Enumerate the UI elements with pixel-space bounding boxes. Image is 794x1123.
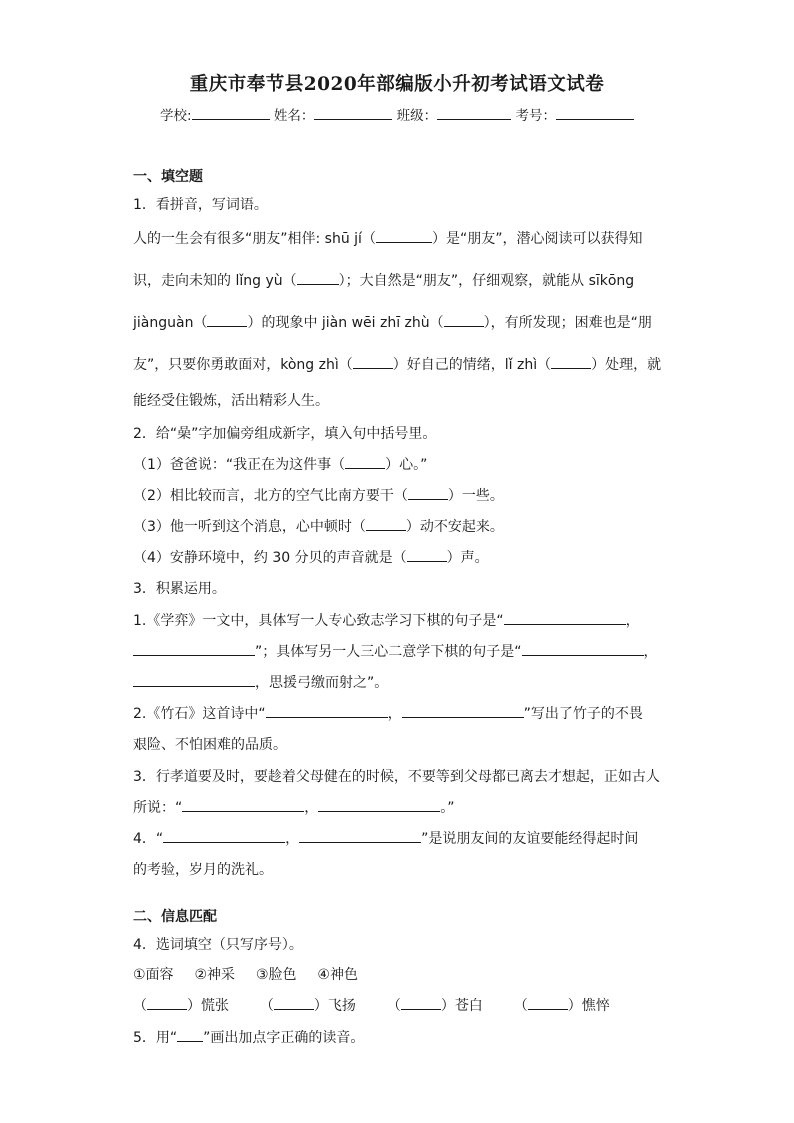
name-label: 姓名： (273, 108, 315, 124)
answer-blank[interactable] (163, 828, 285, 843)
answer-blank[interactable] (444, 312, 484, 327)
student-info-line (0, 104, 794, 124)
section-heading-matching: 二、信息匹配 (133, 909, 217, 925)
q5-prompt: 5．用“ ”画出加点字正确的读音。 (133, 1027, 364, 1047)
option-item: ③脸色 (255, 967, 297, 983)
answer-blank[interactable] (147, 995, 187, 1010)
answer-blank[interactable] (366, 516, 406, 531)
q1-paragraph-line: jiànguàn（ ）的现象中 jiàn wēi zhī zhù（ ），有所发现；困难也是“朋 (133, 312, 652, 332)
answer-blank[interactable] (402, 703, 524, 718)
q3-item-line: 1.《学弈》一文中，具体写一人专心致志学习下棋的句子是“ ， (133, 610, 640, 630)
name-blank[interactable] (314, 106, 392, 120)
q3-item-line: 2.《竹石》这首诗中“ ， ”写出了竹子的不畏 (133, 703, 643, 723)
answer-blank[interactable] (318, 797, 440, 812)
class-blank[interactable] (437, 106, 511, 120)
q1-paragraph-line: 友”，只要你勇敢面对，kòng zhì（ ）好自己的情绪，lǐ zhì（ ）处理，就 (133, 354, 661, 374)
q2-sentence: （2）相比较而言，北方的空气比南方要干（ ）一些。 (133, 485, 504, 505)
page-title: 重庆市奉节县2020年部编版小升初考试语文试卷 (189, 74, 605, 95)
answer-blank[interactable] (266, 703, 388, 718)
q4-prompt: 4．选词填空（只写序号）。 (133, 937, 303, 953)
answer-blank[interactable] (299, 828, 421, 843)
answer-blank[interactable] (353, 354, 393, 369)
q3-item-line: 所说：“ ， 。” (133, 797, 455, 817)
q3-item-line: ”；具体写另一人三心二意学下棋的句子是“ ， (133, 641, 658, 661)
q1-paragraph-line: 能经受住锻炼，活出精彩人生。 (133, 393, 329, 409)
q3-item-line: 的考验，岁月的洗礼。 (133, 862, 273, 878)
class-label: 班级： (396, 108, 438, 124)
answer-blank[interactable] (133, 672, 255, 687)
answer-blank[interactable] (133, 641, 255, 656)
option-item: ②神采 (194, 967, 236, 983)
answer-blank[interactable] (182, 797, 304, 812)
answer-blank[interactable] (274, 995, 314, 1010)
answer-blank[interactable] (207, 312, 247, 327)
q3-prompt: 3．积累运用。 (133, 581, 226, 597)
answer-blank[interactable] (528, 995, 568, 1010)
answer-blank[interactable] (551, 354, 591, 369)
school-label: 学校: (160, 108, 192, 124)
option-item: ①面容 (133, 967, 174, 983)
q2-sentence: （4）安静环境中，约 30 分贝的声音就是（ ）声。 (133, 547, 489, 567)
underline-sample (177, 1027, 203, 1042)
option-item: ④神色 (317, 967, 358, 983)
answer-blank[interactable] (376, 228, 432, 243)
q1-paragraph-line: 人的一生会有很多“朋友”相伴: shū jí（ ）是“朋友”，潜心阅读可以获得知 (133, 228, 642, 248)
q1-prompt: 1．看拼音，写词语。 (133, 197, 268, 213)
exam-no-label: 考号： (515, 108, 556, 124)
answer-blank[interactable] (345, 454, 385, 469)
q3-item-line: 艰险、不怕困难的品质。 (133, 737, 287, 753)
answer-blank[interactable] (504, 610, 626, 625)
q1-paragraph-line: 识，走向未知的 lǐng yù（ ）；大自然是“朋友”，仔细观察，就能从 sīkōng (133, 270, 634, 290)
exam-no-blank[interactable] (556, 106, 634, 120)
answer-blank[interactable] (401, 995, 441, 1010)
answer-blank[interactable] (297, 270, 339, 285)
q4-blanks: （ ）慌张 （ ）飞扬 （ ）苍白 （ ）憔悴 (133, 995, 610, 1015)
q2-sentence: （3）他一听到这个消息，心中顿时（ ）动不安起来。 (133, 516, 504, 536)
answer-blank[interactable] (522, 641, 644, 656)
q4-options (133, 964, 358, 984)
q2-prompt: 2．给“喿”字加偏旁组成新字，填入句中括号里。 (133, 426, 437, 442)
answer-blank[interactable] (408, 485, 448, 500)
section-heading-fill-in: 一、填空题 (133, 169, 203, 185)
answer-blank[interactable] (407, 547, 447, 562)
q3-item-line: ，思援弓缴而射之”。 (133, 672, 388, 692)
q3-item-line: 3．行孝道要及时，要趁着父母健在的时候，不要等到父母都已离去才想起，正如古人 (133, 769, 660, 785)
school-blank[interactable] (192, 106, 270, 120)
q3-item-line: 4．“ ， ”是说朋友间的友谊要能经得起时间 (133, 828, 638, 848)
q2-sentence: （1）爸爸说：“我正在为这件事（ ）心。” (133, 454, 427, 474)
